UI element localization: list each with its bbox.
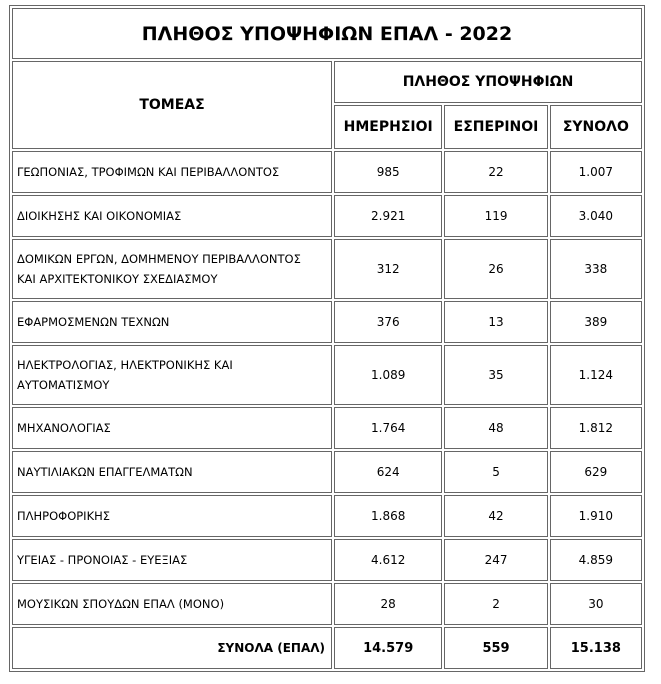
table-row	[12, 301, 642, 343]
sector-cell: ΜΗΧΑΝΟΛΟΓΙΑΣ	[12, 407, 332, 449]
totals-row	[12, 627, 642, 669]
evening-cell: 2	[444, 583, 547, 625]
sector-line: ΗΛΕΚΤΡΟΛΟΓΙΑΣ, ΗΛΕΚΤΡΟΝΙΚΗΣ ΚΑΙ	[17, 358, 233, 372]
day-cell: 1.764	[334, 407, 442, 449]
total-cell: 4.859	[550, 539, 642, 581]
sector-cell	[12, 345, 332, 405]
evening-cell: 5	[444, 451, 547, 493]
table-row	[12, 495, 642, 537]
evening-cell: 119	[444, 195, 547, 237]
total-cell: 30	[550, 583, 642, 625]
evening-cell: 247	[444, 539, 547, 581]
total-cell: 629	[550, 451, 642, 493]
header-candidates-group: ΠΛΗΘΟΣ ΥΠΟΨΗΦΙΩΝ	[334, 61, 642, 103]
table-row	[12, 539, 642, 581]
sector-cell: ΥΓΕΙΑΣ - ΠΡΟΝΟΙΑΣ - ΕΥΕΞΙΑΣ	[12, 539, 332, 581]
candidates-table	[9, 5, 645, 672]
day-cell: 28	[334, 583, 442, 625]
evening-cell: 13	[444, 301, 547, 343]
day-cell: 985	[334, 151, 442, 193]
sector-cell: ΠΛΗΡΟΦΟΡΙΚΗΣ	[12, 495, 332, 537]
header-sector: ΤΟΜΕΑΣ	[12, 61, 332, 149]
total-cell: 1.124	[550, 345, 642, 405]
total-cell: 1.812	[550, 407, 642, 449]
day-cell: 2.921	[334, 195, 442, 237]
sector-line: ΔΟΜΙΚΩΝ ΕΡΓΩΝ, ΔΟΜΗΜΕΝΟΥ ΠΕΡΙΒΑΛΛΟΝΤΟΣ	[17, 252, 301, 266]
table-row	[12, 583, 642, 625]
sector-cell: ΓΕΩΠΟΝΙΑΣ, ΤΡΟΦΙΜΩΝ ΚΑΙ ΠΕΡΙΒΑΛΛΟΝΤΟΣ	[12, 151, 332, 193]
day-cell: 376	[334, 301, 442, 343]
sector-cell: ΕΦΑΡΜΟΣΜΕΝΩΝ ΤΕΧΝΩΝ	[12, 301, 332, 343]
total-cell: 338	[550, 239, 642, 299]
day-cell: 624	[334, 451, 442, 493]
table-title: ΠΛΗΘΟΣ ΥΠΟΨΗΦΙΩΝ ΕΠΑΛ - 2022	[12, 8, 642, 59]
totals-label: ΣΥΝΟΛΑ (ΕΠΑΛ)	[12, 627, 332, 669]
sector-cell	[12, 239, 332, 299]
total-cell: 1.910	[550, 495, 642, 537]
table-row	[12, 451, 642, 493]
table-row	[12, 151, 642, 193]
totals-day: 14.579	[334, 627, 442, 669]
day-cell: 1.089	[334, 345, 442, 405]
header-evening: ΕΣΠΕΡΙΝΟΙ	[444, 105, 547, 149]
evening-cell: 26	[444, 239, 547, 299]
day-cell: 312	[334, 239, 442, 299]
sector-cell: ΔΙΟΙΚΗΣΗΣ ΚΑΙ ΟΙΚΟΝΟΜΙΑΣ	[12, 195, 332, 237]
evening-cell: 35	[444, 345, 547, 405]
table-row	[12, 345, 642, 405]
evening-cell: 22	[444, 151, 547, 193]
total-cell: 389	[550, 301, 642, 343]
header-day: ΗΜΕΡΗΣΙΟΙ	[334, 105, 442, 149]
total-cell: 3.040	[550, 195, 642, 237]
sector-line: ΚΑΙ ΑΡΧΙΤΕΚΤΟΝΙΚΟΥ ΣΧΕΔΙΑΣΜΟΥ	[17, 272, 218, 286]
table-row	[12, 407, 642, 449]
total-cell: 1.007	[550, 151, 642, 193]
totals-evening: 559	[444, 627, 547, 669]
sector-line: ΑΥΤΟΜΑΤΙΣΜΟΥ	[17, 378, 110, 392]
totals-total: 15.138	[550, 627, 642, 669]
day-cell: 1.868	[334, 495, 442, 537]
evening-cell: 42	[444, 495, 547, 537]
table-row	[12, 239, 642, 299]
header-total: ΣΥΝΟΛΟ	[550, 105, 642, 149]
sector-cell: ΜΟΥΣΙΚΩΝ ΣΠΟΥΔΩΝ ΕΠΑΛ (ΜΟΝΟ)	[12, 583, 332, 625]
evening-cell: 48	[444, 407, 547, 449]
day-cell: 4.612	[334, 539, 442, 581]
table-row	[12, 195, 642, 237]
sector-cell: ΝΑΥΤΙΛΙΑΚΩΝ ΕΠΑΓΓΕΛΜΑΤΩΝ	[12, 451, 332, 493]
